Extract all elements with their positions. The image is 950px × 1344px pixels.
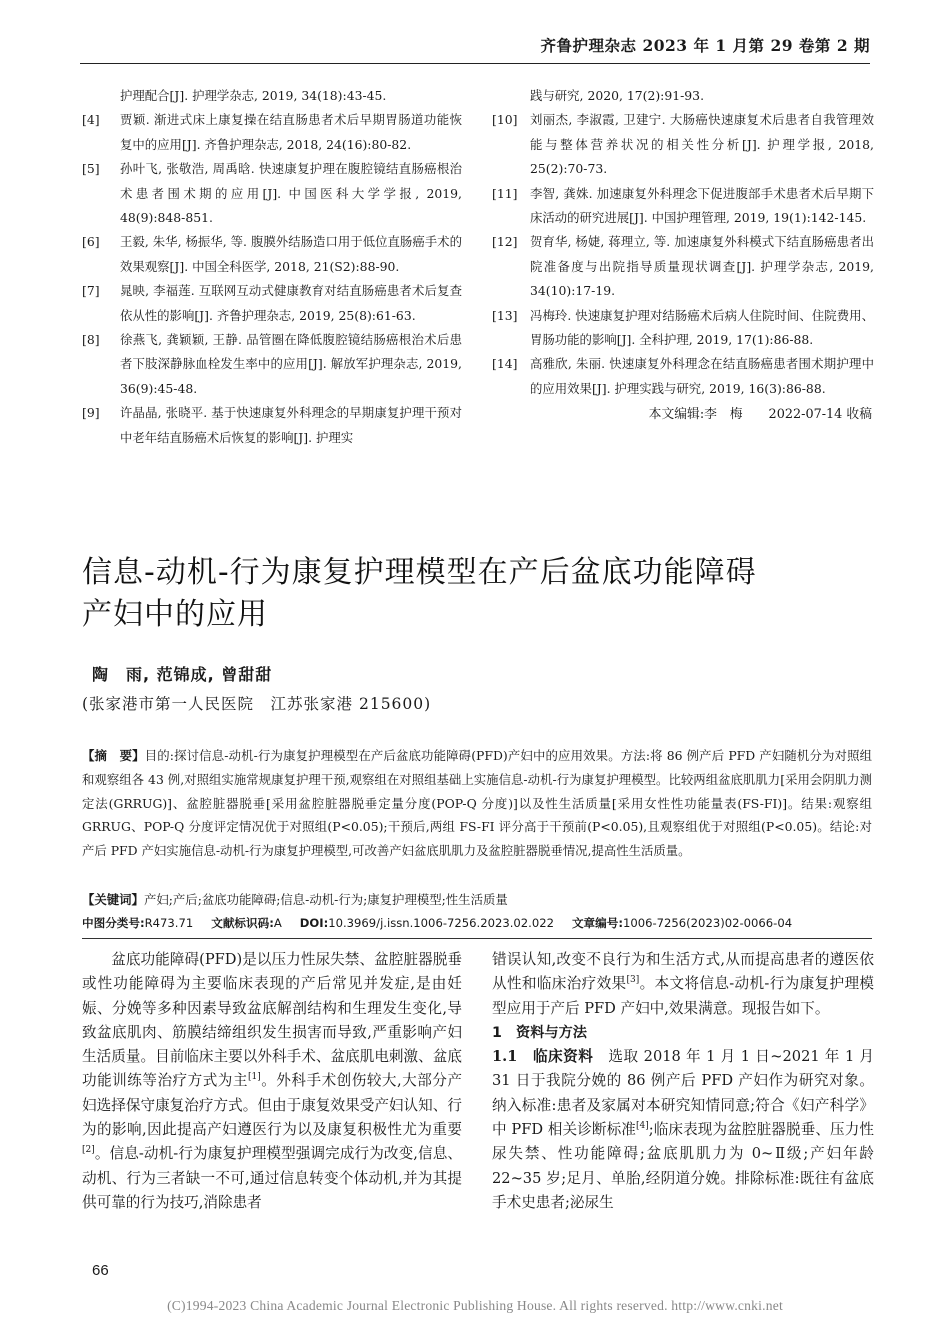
body-text: 错误认知,改变不良行为和生活方式,从而提高患者的遵医依从性和临床治疗效果 (492, 951, 874, 993)
reference-continuation: 践与研究, 2020, 17(2):91-93. (530, 88, 705, 103)
reference-text: 李智, 龚姝. 加速康复外科理念下促进腹部手术患者术后早期下床活动的研究进展[J]. 中国护理管理, 2019, 19(1):142-145. (530, 185, 874, 226)
body-left-column (82, 948, 462, 1215)
article-number (572, 914, 792, 932)
copyright-footer: (C)1994-2023 China Academic Journal Electronic Publishing House. All rights reserved. http://www.cnki.net (167, 1298, 783, 1313)
reference-number: [13] (492, 307, 518, 323)
citation: [2] (82, 1145, 95, 1156)
reference-number: [10] (492, 112, 518, 128)
running-head (80, 30, 870, 64)
article-no-label: 文章编号: (571, 916, 623, 930)
reference-item (82, 157, 462, 230)
reference-item (82, 230, 462, 279)
reference-text: 孙叶飞, 张敬浩, 周禹晗. 快速康复护理在腹腔镜结直肠癌根治术患者围术期的应用[J]. 中国医科大学学报, 2019, 48(9):848-851. (120, 161, 462, 226)
editor-name: 本文编辑:李 梅 (648, 407, 743, 423)
clc-number (82, 914, 193, 932)
article-no-value: 1006-7256(2023)02-0066-04 (622, 916, 793, 930)
reference-text: 高雅欣, 朱丽. 快速康复外科理念在结直肠癌患者围术期护理中的应用效果[J]. 护理实践与研究, 2019, 16(3):86-88. (530, 356, 874, 396)
reference-number: [4] (82, 112, 100, 128)
citation: [1] (247, 1072, 261, 1083)
reference-text: 许晶晶, 张晓平. 基于快速康复外科理念的早期康复护理干预对中老年结直肠癌术后恢复的影响[J]. 护理实 (120, 405, 462, 445)
reference-text: 王毅, 朱华, 杨振华, 等. 腹膜外结肠造口用于低位直肠癌手术的效果观察[J]. 中国全科医学, 2018, 21(S2):88-90. (120, 234, 462, 274)
affiliation: (张家港市第一人民医院 江苏张家港 215600) (82, 695, 432, 713)
reference-number: [14] (492, 356, 518, 372)
article-title-line: 产妇中的应用 (82, 597, 268, 632)
article-title (82, 552, 872, 636)
body-text: 选取 2018 年 1 月 1 日~2021 年 1 月 31 日于我院分娩的 86 例产后 PFD 产妇作为研究对象。纳入标准:患者及家属对本研究知情同意;符合《妇产科学》中 PFD 相关诊断标准 (492, 1048, 874, 1139)
reference-item (82, 279, 462, 328)
divider (82, 938, 872, 939)
reference-text: 刘丽杰, 李淑霞, 卫建宁. 大肠癌快速康复术后患者自我管理效能与整体营养状况的相关性分析[J]. 护理学报, 2018, 25(2):70-73. (530, 112, 874, 177)
reference-number: [8] (82, 332, 100, 348)
reference-item (492, 304, 874, 353)
reference-item (492, 182, 874, 231)
references-right-column (492, 84, 874, 428)
doc-code-value: A (273, 916, 282, 930)
document-code (211, 914, 282, 932)
reference-item (82, 328, 462, 401)
citation: [4] (635, 1121, 649, 1132)
reference-number: [12] (492, 234, 518, 250)
article-title-line: 信息-动机-行为康复护理模型在产后盆底功能障碍 (82, 555, 757, 590)
reference-text: 徐燕飞, 龚颖颖, 王静. 品管圈在降低腹腔镜结肠癌根治术后患者下肢深静脉血栓发生率中的应用[J]. 解放军护理杂志, 2019, 36(9):45-48. (120, 332, 462, 396)
abstract (82, 744, 872, 863)
body-text: 盆底功能障碍(PFD)是以压力性尿失禁、盆腔脏器脱垂或性功能障碍为主要临床表现的产后常见并发症,是由妊娠、分娩等多种因素导致盆底解剖结构和生理发生变化,导致盆底肌肉、筋膜结缔组织发生损害而导致,严重影响产妇生活质量。目前临床主要以外科手术、盆底肌电刺激、盆底功能训练等治疗方式为主 (82, 951, 462, 1090)
abstract-label: 【摘 要】 (82, 748, 145, 763)
body-text: 。本文将信息-动机-行为康复护理模型应用于产后 PFD 产妇中,效果满意。现报告如下。 (492, 975, 874, 1017)
section-heading: 1 资料与方法 (492, 1024, 587, 1041)
editor-line (492, 403, 874, 427)
reference-text: 贺育华, 杨婕, 蒋理立, 等. 加速康复外科模式下结直肠癌患者出院准备度与出院指导质量现状调查[J]. 护理学杂志, 2019, 34(10):17-19. (530, 234, 874, 299)
reference-number: [11] (492, 185, 518, 201)
doi (300, 914, 554, 932)
reference-number: [5] (82, 161, 100, 177)
body-paragraph (492, 948, 874, 1021)
keywords-text: 产妇;产后;盆底功能障碍;信息-动机-行为;康复护理模型;性生活质量 (143, 892, 508, 907)
subsection-heading: 1.1 临床资料 (492, 1048, 594, 1066)
reference-number: [6] (82, 234, 100, 250)
body-paragraph (82, 948, 462, 1215)
classification-meta (82, 914, 872, 932)
keywords (82, 890, 872, 910)
body-text: 。信息-动机-行为康复护理模型强调完成行为改变,信息、动机、行为三者缺一不可,通过信息转变个体动机,并为其提供可靠的行为技巧,消除患者 (82, 1145, 462, 1211)
reference-item (82, 108, 462, 157)
reference-number: [9] (82, 405, 100, 421)
references-left-column (82, 84, 462, 450)
citation: [3] (626, 975, 640, 986)
abstract-text: 目的:探讨信息-动机-行为康复护理模型在产后盆底功能障碍(PFD)产妇中的应用效果。方法:将 86 例产后 PFD 产妇随机分为对照组和观察组各 43 例,对照组实施常规康复护理干预,观察组在对照组基础上实施信息-动机-行为康复护理模型。比较两组盆底肌肌力[采用会阴肌力测定法(GRRUG)]、盆腔脏器脱垂[采用盆腔脏器脱垂定量分度(POP-Q 分度)]以及性生活质量[采用女性性功能量表(FS-FI)]。结果:观察组 GRRUG、POP-Q 分度评定情况优于对照组(P<0.05);干预后,两组 FS-FI 评分高于干预前(P<0.05),且观察组优于对照组(P<0.05)。结论:对产后 PFD 产妇实施信息-动机-行为康复护理模型,可改善产妇盆底肌肌力及盆腔脏器脱垂情况,提高性生活质量。 (82, 748, 872, 859)
doi-label: DOI: (299, 916, 329, 930)
reference-text: 贾颖. 渐进式床上康复操在结直肠患者术后早期胃肠道功能恢复中的应用[J]. 齐鲁护理杂志, 2018, 24(16):80-82. (120, 112, 462, 152)
page-number: 66 (92, 1262, 109, 1279)
reference-item (82, 401, 462, 450)
reference-continuation: 护理配合[J]. 护理学杂志, 2019, 34(18):43-45. (120, 88, 387, 103)
body-text: ;临床表现为盆腔脏器脱垂、压力性尿失禁、性功能障碍;盆底肌肌力为 0~Ⅱ级;产妇年龄 22~35 岁;足月、单胎,经阴道分娩。排除标准:既往有盆底手术史患者;泌尿生 (492, 1121, 874, 1211)
doc-code-label: 文献标识码: (211, 916, 274, 930)
authors: 陶 雨, 范锦成, 曾甜甜 (92, 665, 273, 684)
body-paragraph (492, 1045, 874, 1215)
reference-item (492, 230, 874, 303)
keywords-label: 【关键词】 (82, 892, 144, 907)
clc-value: R473.71 (144, 916, 194, 930)
reference-number: [7] (82, 283, 100, 299)
reference-text: 冯梅玲. 快速康复护理对结肠癌术后病人住院时间、住院费用、胃肠功能的影响[J]. 全科护理, 2019, 17(1):86-88. (530, 307, 874, 348)
reference-item (492, 352, 874, 401)
reference-item (492, 108, 874, 181)
body-right-column (492, 948, 874, 1215)
reference-text: 晁映, 李福莲. 互联网互动式健康教育对结直肠癌患者术后复查依从性的影响[J]. 齐鲁护理杂志, 2019, 25(8):61-63. (120, 283, 462, 323)
body-text: 。外科手术创伤较大,大部分产妇选择保守康复治疗方式。但由于康复效果受产妇认知、行为的影响,因此提高产妇遵医行为以及康复积极性尤为重要 (82, 1072, 462, 1139)
received-date: 2022-07-14 收稿 (768, 407, 872, 423)
journal-issue: 齐鲁护理杂志 2023 年 1 月第 29 卷第 2 期 (540, 36, 870, 55)
clc-label: 中图分类号: (82, 916, 145, 930)
doi-value: 10.3969/j.issn.1006-7256.2023.02.022 (328, 916, 554, 930)
